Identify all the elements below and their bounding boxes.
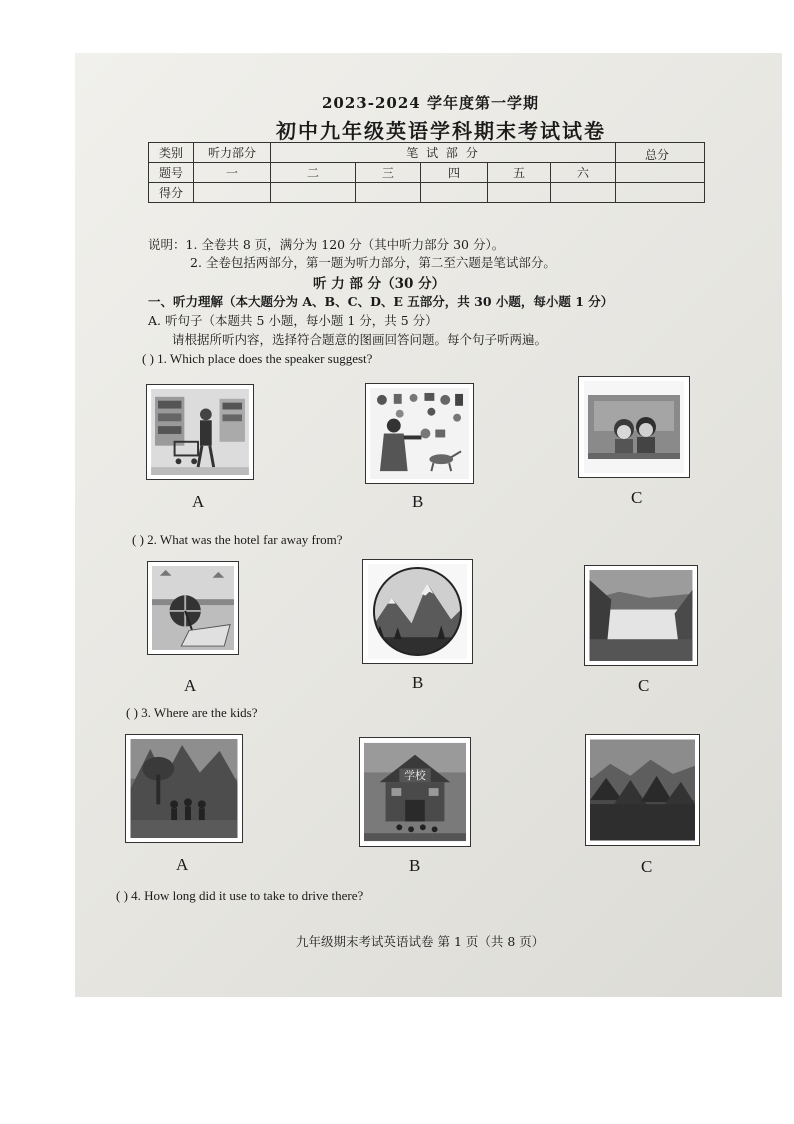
row-label-score: 得分 <box>149 183 194 203</box>
option-1c-classroom-picture[interactable] <box>578 376 690 478</box>
option-2a-label: A <box>184 676 197 695</box>
mountains-illustration <box>367 564 468 659</box>
option-3c-forest-picture[interactable] <box>585 734 700 846</box>
option-3c-label: C <box>641 857 653 876</box>
lake-illustration <box>589 570 693 661</box>
page-footer: 九年级期末考试英语试卷 第 1 页（共 8 页） <box>296 934 545 949</box>
total-score-cell-2[interactable] <box>616 163 705 183</box>
row-label-number: 题号 <box>149 163 194 183</box>
listening-part-label: 听力部分 <box>194 143 271 163</box>
row-label-category: 类别 <box>149 143 194 163</box>
picnic-party-illustration <box>370 388 469 479</box>
score-cell-2[interactable] <box>271 183 356 203</box>
option-3a-label: A <box>176 855 189 874</box>
supermarket-illustration <box>151 389 249 475</box>
option-3b-label: B <box>409 856 421 875</box>
score-table <box>148 142 705 203</box>
question-4-stem: ( ) 4. How long did it use to take to drive there? <box>116 888 364 903</box>
park-illustration <box>130 739 238 838</box>
option-3a-park-picture[interactable] <box>125 734 243 843</box>
kids-classroom-illustration <box>583 381 685 473</box>
score-cell-total[interactable] <box>616 183 705 203</box>
question-1-stem: ( ) 1. Which place does the speaker suggest? <box>142 351 373 366</box>
question-number-3: 三 <box>356 163 421 183</box>
beach-umbrella-illustration <box>152 566 234 650</box>
score-cell-5[interactable] <box>488 183 551 203</box>
question-number-6: 六 <box>551 163 616 183</box>
option-3b-school-picture[interactable] <box>359 737 471 847</box>
forest-illustration <box>590 739 695 841</box>
question-number-2: 二 <box>271 163 356 183</box>
section-one-title: 一、听力理解（本大题分为 A、B、C、D、E 五部分，共 30 小题，每小题 1 分） <box>148 294 614 309</box>
question-number-1: 一 <box>194 163 271 183</box>
total-score-cell[interactable] <box>616 143 705 163</box>
school-sign-text: 学校 <box>404 769 426 783</box>
option-2b-label: B <box>412 673 424 692</box>
listening-heading: 听 力 部 分（30 分） <box>313 276 446 292</box>
score-cell-4[interactable] <box>421 183 488 203</box>
question-number-4: 四 <box>421 163 488 183</box>
school-illustration <box>364 742 466 842</box>
score-cell-1[interactable] <box>194 183 271 203</box>
part-a-title: A. 听句子（本题共 5 小题，每小题 1 分，共 5 分） <box>148 313 438 328</box>
option-1c-label: C <box>631 488 643 507</box>
option-2c-label: C <box>638 676 650 695</box>
score-cell-3[interactable] <box>356 183 421 203</box>
note-line-2: 2. 全卷包括两部分，第一题为听力部分，第二至六题是笔试部分。 <box>190 255 556 270</box>
option-2a-beach-picture[interactable] <box>147 561 239 655</box>
note-line-1: 说明：1. 全卷共 8 页，满分为 120 分（其中听力部分 30 分）。 <box>148 237 505 252</box>
term-title: 2023-2024 学年度第一学期 <box>322 94 539 112</box>
option-2c-lake-picture[interactable] <box>584 565 698 666</box>
option-1a-supermarket-picture[interactable] <box>146 384 254 480</box>
question-3-stem: ( ) 3. Where are the kids? <box>126 705 258 720</box>
part-a-instruction: 请根据所听内容，选择符合题意的图画回答问题。每个句子听两遍。 <box>172 332 548 347</box>
question-number-5: 五 <box>488 163 551 183</box>
option-2b-mountains-picture[interactable] <box>362 559 473 664</box>
total-score-label: 总分 <box>645 148 670 162</box>
score-cell-6[interactable] <box>551 183 616 203</box>
page-title: 初中九年级英语学科期末考试试卷 <box>276 119 606 143</box>
written-part-label: 笔 试 部 分 <box>271 143 616 163</box>
question-2-stem: ( ) 2. What was the hotel far away from? <box>132 532 343 547</box>
option-1b-label: B <box>412 492 424 511</box>
option-1a-label: A <box>192 492 205 511</box>
option-1b-party-picture[interactable] <box>365 383 474 484</box>
